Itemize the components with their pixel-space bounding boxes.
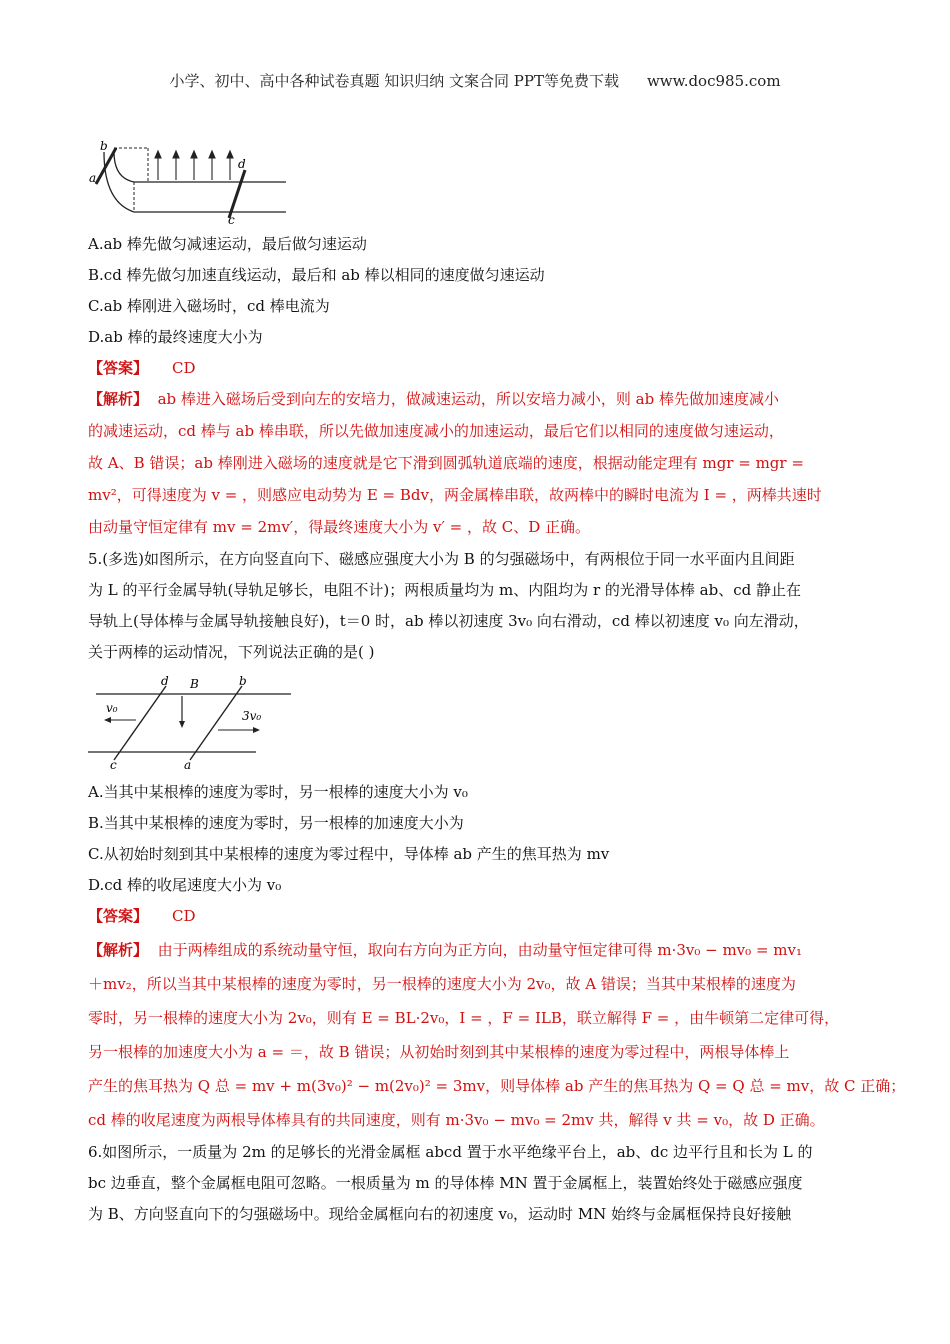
q5-label-3v0: 3v₀ xyxy=(242,709,262,723)
q6-stem-1: 6.如图所示，一质量为 2m 的足够长的光滑金属框 abcd 置于水平绝缘平台上，ab、dc 边平行且和长为 L 的 xyxy=(88,1143,813,1161)
q4-analysis-line-2: 的减速运动，cd 棒与 ab 棒串联，所以先做加速度减小的加速运动，最后它们以相同的速度做匀速运动， xyxy=(88,422,784,440)
q4-label-d: d xyxy=(238,157,246,171)
q4-answer-value: CD xyxy=(172,359,196,377)
q5-answer xyxy=(88,906,196,926)
header-text: 小学、初中、高中各种试卷真题 知识归纳 文案合同 PPT等免费下载 xyxy=(169,72,619,90)
q4-analysis-line-1 xyxy=(88,389,779,409)
q4-analysis-line-3: 故 A、B 错误；ab 棒刚进入磁场的速度就是它下滑到圆弧轨道底端的速度，根据动能定理有 mgr = mgr = xyxy=(88,454,804,472)
q5-analysis-line-1 xyxy=(88,940,802,960)
q5-option-c: C.从初始时刻到其中某根棒的速度为零过程中，导体棒 ab 产生的焦耳热为 mv xyxy=(88,845,610,863)
q5-analysis-line-4: 另一根棒的加速度大小为 a = ＝，故 B 错误；从初始时刻到其中某根棒的速度为零过程中，两根导体棒上 xyxy=(88,1043,790,1061)
q5-label-v0: v₀ xyxy=(106,701,118,715)
q5-analysis-line-6: cd 棒的收尾速度为两根导体棒具有的共同速度，则有 m·3v₀ − mv₀ = 2mv 共，解得 v 共 = v₀，故 D 正确。 xyxy=(88,1111,825,1129)
q4-label-b: b xyxy=(100,140,108,153)
q5-label-B: B xyxy=(190,677,199,691)
q5-label-c: c xyxy=(110,758,117,772)
q5-option-b: B.当其中某根棒的速度为零时，另一根棒的加速度大小为 xyxy=(88,814,464,832)
q5-analysis-label: 【解析】 xyxy=(88,941,149,959)
q4-option-b: B.cd 棒先做匀加速直线运动，最后和 ab 棒以相同的速度做匀速运动 xyxy=(88,266,545,284)
q6-stem-3: 为 B、方向竖直向下的匀强磁场中。现给金属框向右的初速度 v₀，运动时 MN 始终与金属框保持良好接触 xyxy=(88,1205,792,1223)
q5-label-a: a xyxy=(184,758,192,772)
q5-analysis-line-3: 零时，另一根棒的速度大小为 2v₀，则有 E = BL·2v₀，I = ，F = ILB，联立解得 F = ，由牛顿第二定律可得， xyxy=(88,1009,840,1027)
q4-analysis-label: 【解析】 xyxy=(88,390,149,408)
q4-option-d: D.ab 棒的最终速度大小为 xyxy=(88,328,263,346)
q4-figure xyxy=(86,140,296,225)
q5-label-d: d xyxy=(161,674,169,688)
q4-analysis-line-5: 由动量守恒定律有 mv = 2mv′，得最终速度大小为 v′ = ，故 C、D 正确。 xyxy=(88,518,591,536)
q4-answer xyxy=(88,358,196,378)
q5-option-d: D.cd 棒的收尾速度大小为 v₀ xyxy=(88,876,282,894)
q5-option-a: A.当其中某根棒的速度为零时，另一根棒的速度大小为 v₀ xyxy=(88,783,468,801)
q5-stem-1: 5.(多选)如图所示，在方向竖直向下、磁感应强度大小为 B 的匀强磁场中，有两根位于同一水平面内且间距 xyxy=(88,550,795,568)
q5-stem-4: 关于两棒的运动情况，下列说法正确的是( ) xyxy=(88,643,375,661)
q5-answer-label: 【答案】 xyxy=(88,907,149,925)
q4-analysis-line-4: mv²，可得速度为 v = ，则感应电动势为 E = Bdv，两金属棒串联，故两棒中的瞬时电流为 I = ，两棒共速时 xyxy=(88,486,822,504)
header-site: www.doc985.com xyxy=(646,72,781,90)
q6-stem-2: bc 边垂直，整个金属框电阻可忽略。一根质量为 m 的导体棒 MN 置于金属框上，装置始终处于磁感应强度 xyxy=(88,1174,803,1192)
page-header xyxy=(0,70,950,91)
q4-label-c: c xyxy=(228,213,235,225)
q4-option-a: A.ab 棒先做匀减速运动，最后做匀速运动 xyxy=(88,235,367,253)
q5-figure xyxy=(86,672,296,772)
q5-stem-2: 为 L 的平行金属导轨(导轨足够长，电阻不计)；两根质量均为 m、内阻均为 r 的光滑导体棒 ab、cd 静止在 xyxy=(88,581,801,599)
q4-analysis-text-1: ab 棒进入磁场后受到向左的安培力，做减速运动，所以安培力减小，则 ab 棒先做加速度减小 xyxy=(157,390,779,408)
q5-analysis-line-5: 产生的焦耳热为 Q 总 = mv + m(3v₀)² − m(2v₀)² = 3mv，则导体棒 ab 产生的焦耳热为 Q = Q 总 = mv，故 C 正确； xyxy=(88,1077,906,1095)
q4-answer-label: 【答案】 xyxy=(88,359,149,377)
q5-label-b: b xyxy=(239,674,247,688)
q4-option-c: C.ab 棒刚进入磁场时，cd 棒电流为 xyxy=(88,297,330,315)
q5-answer-value: CD xyxy=(172,907,196,925)
q5-analysis-line-2: ＋mv₂，所以当其中某根棒的速度为零时，另一根棒的速度大小为 2v₀，故 A 错误；当其中某根棒的速度为 xyxy=(88,975,796,993)
q5-stem-3: 导轨上(导体棒与金属导轨接触良好)，t＝0 时，ab 棒以初速度 3v₀ 向右滑动，cd 棒以初速度 v₀ 向左滑动， xyxy=(88,612,809,630)
q4-label-a: a xyxy=(89,171,97,185)
q5-analysis-text-1: 由于两棒组成的系统动量守恒，取向右方向为正方向，由动量守恒定律可得 m·3v₀ − mv₀ = mv₁ xyxy=(157,941,802,959)
